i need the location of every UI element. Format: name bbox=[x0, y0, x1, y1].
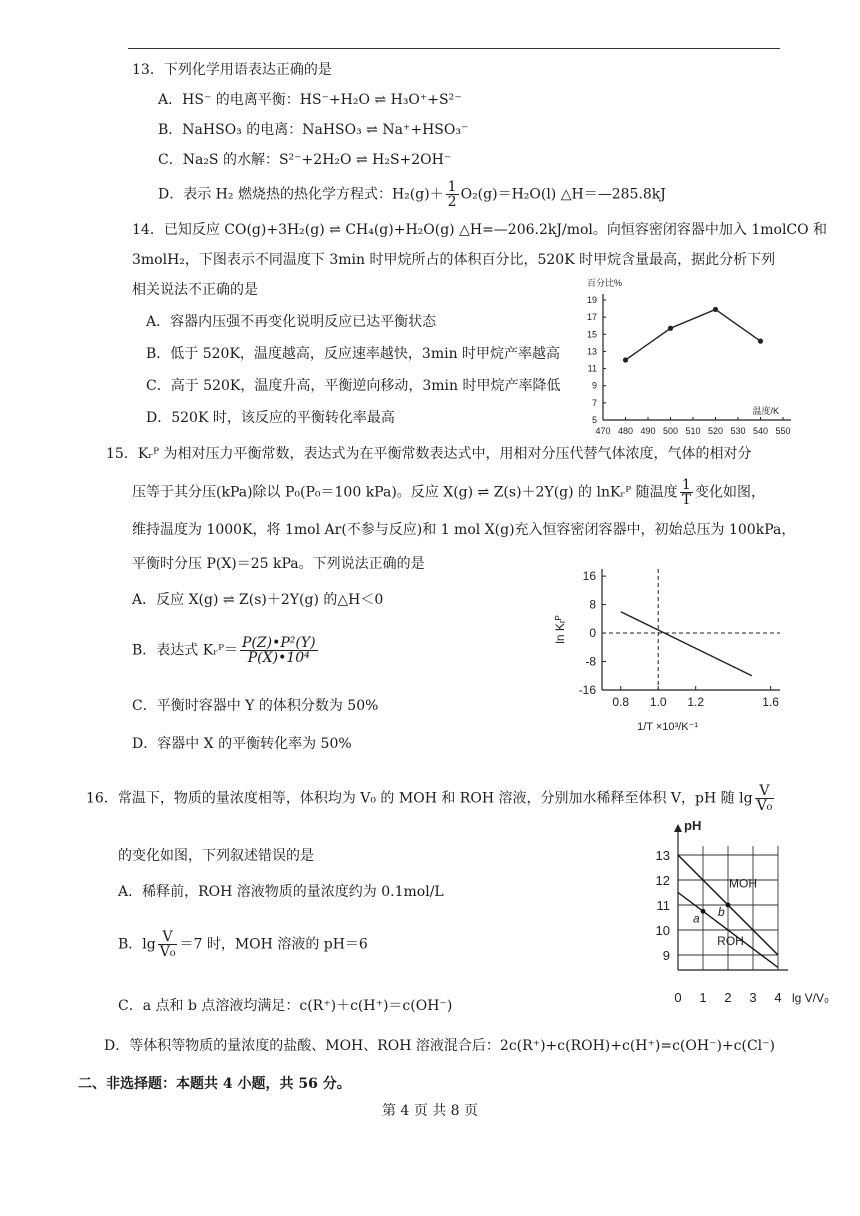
x-axis-label: lg V/V₀ bbox=[792, 991, 829, 1005]
q15-option-d: D．容器中 X 的平衡转化率为 50% bbox=[132, 736, 352, 752]
q14-stem-2: 3molH₂，下图表示不同温度下 3min 时甲烷所占的体积百分比，520K 时甲烷含量最高，据此分析下列 bbox=[132, 252, 776, 268]
y-tick-label: 8 bbox=[589, 597, 596, 612]
x-tick-label: 1.6 bbox=[762, 695, 779, 709]
y-tick-label: 12 bbox=[655, 873, 670, 888]
series-label-roh: ROH bbox=[717, 934, 744, 948]
y-tick-label: 13 bbox=[655, 848, 670, 863]
q14-option-b: B．低于 520K，温度越高，反应速率越快，3min 时甲烷产率越高 bbox=[146, 346, 561, 362]
q15-stem-4: 平衡时分压 P(X)＝25 kPa。下列说法正确的是 bbox=[132, 556, 425, 572]
x-tick-label: 1.0 bbox=[649, 695, 667, 709]
q15-stem-3: 维持温度为 1000K，将 1mol Ar(不参与反应)和 1 mol X(g)充入恒容密闭容器中，初始总压为 100kPa， bbox=[132, 522, 796, 538]
point-label-b: b bbox=[718, 905, 725, 919]
y-tick-label: -8 bbox=[585, 654, 596, 669]
x-tick-label: 510 bbox=[685, 426, 701, 436]
section-2-heading: 二、非选择题：本题共 4 小题，共 56 分。 bbox=[78, 1076, 351, 1092]
q16-option-c: C．a 点和 b 点溶液均满足：c(R⁺)＋c(H⁺)＝c(OH⁻) bbox=[118, 998, 453, 1014]
x-tick-label: 480 bbox=[617, 426, 634, 436]
data-point bbox=[623, 357, 628, 362]
q15-option-a: A．反应 X(g) ⇌ Z(s)＋2Y(g) 的△H＜0 bbox=[132, 592, 384, 608]
x-tick-label: 0.8 bbox=[612, 695, 630, 709]
q14-stem-3: 相关说法不正确的是 bbox=[132, 282, 258, 298]
q16-stem-2: 的变化如图，下列叙述错误的是 bbox=[118, 848, 314, 864]
q14-option-a: A．容器内压强不再变化说明反应已达平衡状态 bbox=[146, 314, 437, 330]
x-tick-label: 540 bbox=[752, 426, 769, 436]
y-tick-label: 19 bbox=[586, 295, 597, 305]
q15-fraction-1-over-T: $\frac{1}{T}$ bbox=[681, 477, 692, 508]
y-tick-label: 10 bbox=[655, 923, 670, 938]
y-tick-label: 16 bbox=[582, 569, 596, 584]
q15-chart bbox=[540, 555, 800, 755]
y-tick-label: 13 bbox=[586, 346, 597, 357]
top-rule bbox=[128, 48, 780, 49]
y-axis-label: ln Kᵣᴾ bbox=[553, 615, 567, 644]
q16-option-b: B．lg $\frac{V}{\text{V₀}}$ ＝7 时，MOH 溶液的 pH＝6 bbox=[118, 929, 368, 960]
q16-fraction-v-over-v0: $\frac{V}{\text{V₀}}$ bbox=[756, 783, 773, 814]
x-tick-label: 500 bbox=[662, 426, 679, 436]
x-axis-label: 1/T ×10³/K⁻¹ bbox=[637, 721, 699, 733]
y-tick-label: 7 bbox=[591, 397, 597, 408]
x-tick-label: 490 bbox=[640, 426, 656, 436]
x-tick-label: 2 bbox=[724, 990, 732, 1005]
q15-option-c: C．平衡时容器中 Y 的体积分数为 50% bbox=[132, 698, 379, 714]
series-label-moh: MOH bbox=[729, 876, 757, 891]
data-point bbox=[713, 307, 718, 312]
x-axis-label: 温度/K bbox=[752, 406, 779, 416]
x-tick-label: 0 bbox=[674, 990, 682, 1005]
q13-option-c: C．Na₂S 的水解：S²⁻+2H₂O ⇌ H₂S+2OH⁻ bbox=[158, 152, 452, 168]
y-tick-label: 9 bbox=[662, 948, 670, 963]
x-tick-label: 550 bbox=[775, 426, 791, 436]
q15-stem-2: 压等于其分压(kPa)除以 P₀(P₀＝100 kPa)。反应 X(g) ⇌ Z(s)＋2Y(g) 的 lnKᵣᴾ 随温度 $\frac{1}{T}$ 变化如图， bbox=[132, 477, 766, 508]
q13-stem: 13．下列化学用语表达正确的是 bbox=[132, 62, 332, 78]
q13-d-fraction: $\frac{1}{2}$ bbox=[447, 179, 457, 210]
y-tick-label: 11 bbox=[587, 363, 597, 374]
q14-option-c: C．高于 520K，温度升高，平衡逆向移动，3min 时甲烷产率降低 bbox=[146, 378, 561, 394]
x-tick-label: 1 bbox=[699, 990, 707, 1005]
q13-option-d: D．表示 H₂ 燃烧热的热化学方程式：H₂(g)＋ $\frac{1}{2}$ O₂(g)＝H₂O(l) △H＝—285.8kJ bbox=[158, 179, 666, 210]
q14-stem-1: 14．已知反应 CO(g)+3H₂(g) ⇌ CH₄(g)+H₂O(g) △H=—206.2kJ/mol。向恒容密闭容器中加入 1molCO 和 bbox=[132, 222, 828, 238]
q16-b-fraction: $\frac{V}{\text{V₀}}$ bbox=[159, 929, 176, 960]
x-tick-label: 530 bbox=[730, 426, 746, 436]
y-tick-label: 0 bbox=[589, 626, 596, 641]
y-tick-label: 5 bbox=[591, 415, 597, 425]
data-point bbox=[758, 339, 763, 344]
y-axis-arrow-icon bbox=[674, 824, 682, 832]
y-tick-label: 17 bbox=[586, 312, 597, 323]
q15-option-b: B．表达式 Kᵣᴾ＝ $\frac{\text{P(Z)•P²(Y)}}{\text{P(X)•10⁴}}$ bbox=[132, 635, 316, 666]
point-a bbox=[701, 909, 706, 914]
q16-option-a: A．稀释前，ROH 溶液物质的量浓度约为 0.1mol/L bbox=[118, 884, 444, 900]
x-tick-label: 470 bbox=[595, 426, 611, 436]
y-tick-label: -16 bbox=[578, 683, 596, 697]
x-tick-label: 1.2 bbox=[687, 695, 705, 709]
q14-option-d: D．520K 时，该反应的平衡转化率最高 bbox=[146, 410, 395, 426]
y-axis-label: pH bbox=[684, 818, 702, 833]
q15-b-fraction: $\frac{\text{P(Z)•P²(Y)}}{\text{P(X)•10⁴}}$ bbox=[242, 635, 316, 666]
data-point bbox=[668, 326, 673, 331]
q16-chart bbox=[630, 810, 830, 1035]
y-tick-label: 9 bbox=[591, 380, 597, 391]
x-tick-label: 4 bbox=[774, 990, 782, 1005]
q13-option-b: B．NaHSO₃ 的电离：NaHSO₃ ⇌ Na⁺+HSO₃⁻ bbox=[158, 122, 469, 138]
q14-chart bbox=[565, 270, 805, 445]
point-label-a: a bbox=[693, 911, 700, 926]
y-tick-label: 15 bbox=[586, 329, 597, 340]
q16-stem-1: 16．常温下，物质的量浓度相等，体积均为 V₀ 的 MOH 和 ROH 溶液，分别加水稀释至体积 V，pH 随 lg $\frac{V}{\text{V₀}}$ bbox=[86, 783, 773, 814]
point-b bbox=[726, 903, 731, 908]
q16-option-d: D．等体积等物质的量浓度的盐酸、MOH、ROH 溶液混合后：2c(R⁺)+c(ROH)+c(H⁺)=c(OH⁻)+c(Cl⁻) bbox=[104, 1038, 775, 1054]
x-tick-label: 520 bbox=[707, 426, 724, 436]
q15-stem-1: 15．Kᵣᴾ 为相对压力平衡常数，表达式为在平衡常数表达式中，用相对分压代替气体浓度，气体的相对分 bbox=[106, 446, 752, 462]
x-tick-label: 3 bbox=[749, 990, 757, 1005]
ln-kp-line bbox=[621, 612, 752, 676]
methane-line bbox=[626, 309, 761, 360]
y-axis-label: 百分比% bbox=[587, 278, 623, 288]
page-footer: 第 4 页 共 8 页 bbox=[381, 1103, 479, 1119]
y-tick-label: 11 bbox=[656, 898, 670, 913]
q13-option-a: A．HS⁻ 的电离平衡：HS⁻+H₂O ⇌ H₃O⁺+S²⁻ bbox=[158, 92, 462, 108]
